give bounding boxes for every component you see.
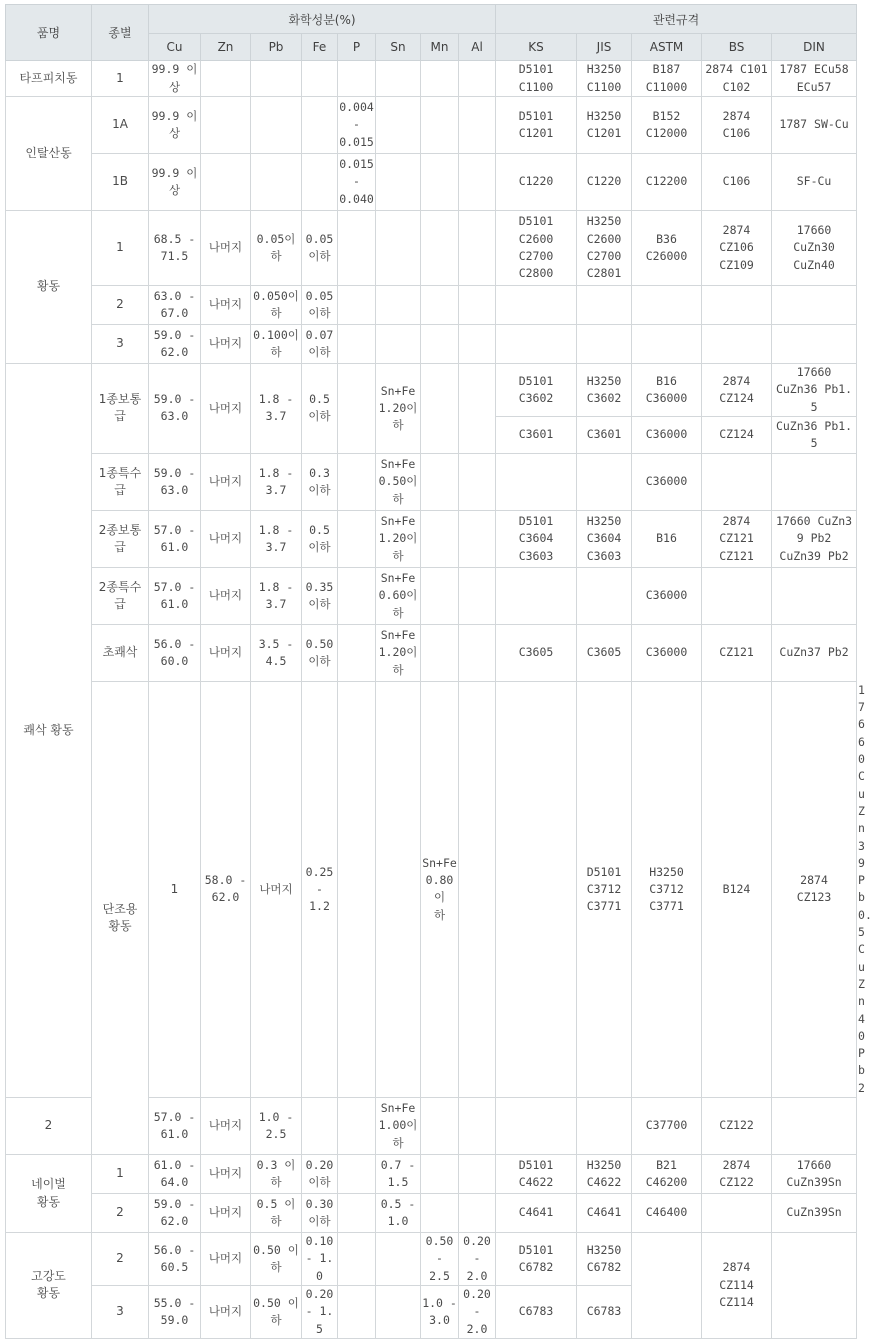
value-cell [496,567,577,624]
value-cell [201,154,251,211]
value-cell [577,286,632,325]
value-cell [772,325,857,364]
value-cell [421,453,459,510]
value-cell [302,97,338,154]
value-cell [496,1098,577,1155]
value-cell: 나머지 [201,624,251,681]
value-cell [577,1098,632,1155]
value-cell [376,97,421,154]
value-cell: D5101 C1100 [496,61,577,97]
value-cell: 나머지 [201,364,251,454]
value-cell [632,1233,702,1339]
value-cell: 나머지 [201,1155,251,1194]
value-cell: 1.8 - 3.7 [251,510,302,567]
header-row-top [6,5,857,34]
table-row [6,154,857,211]
product-name-cell: 고강도 황동 [6,1233,92,1339]
header-grade: 종별 [92,5,149,61]
value-cell: 56.0 - 60.5 [149,1233,201,1286]
value-cell: B187 C11000 [632,61,702,97]
value-cell [421,211,459,286]
value-cell: 2874 CZ114 CZ114 [702,1233,772,1339]
grade-cell: 2 [92,1194,149,1233]
value-cell: 0.05이 하 [251,211,302,286]
value-cell [201,97,251,154]
value-cell [376,681,421,1097]
value-cell: D5101 C3602 [496,364,577,417]
value-cell [496,453,577,510]
value-cell: CZ124 [702,416,772,453]
value-cell: 57.0 - 61.0 [149,510,201,567]
value-cell [421,61,459,97]
grade-cell: 1 [149,681,201,1097]
value-cell [421,510,459,567]
value-cell: H3250 C3604 C3603 [577,510,632,567]
value-cell [338,1098,376,1155]
header-element-al: Al [459,34,496,61]
header-spec-ks: KS [496,34,577,61]
value-cell [376,1233,421,1286]
value-cell [421,624,459,681]
product-name-cell: 인탈산동 [6,97,92,211]
value-cell [338,624,376,681]
grade-cell: 1 [92,211,149,286]
value-cell: C12200 [632,154,702,211]
value-cell: C4641 [577,1194,632,1233]
value-cell [772,286,857,325]
value-cell [376,325,421,364]
value-cell [376,1285,421,1338]
value-cell: C3605 [577,624,632,681]
value-cell [702,567,772,624]
value-cell [702,1194,772,1233]
value-cell: 61.0 - 64.0 [149,1155,201,1194]
value-cell [459,286,496,325]
value-cell: Sn+Fe 1.20이 하 [376,364,421,454]
header-chemical-composition: 화학성분(%) [149,5,496,34]
value-cell: 2874 CZ121 CZ121 [702,510,772,567]
value-cell: H3250 C1100 [577,61,632,97]
value-cell [577,453,632,510]
value-cell: 0.07 이하 [302,325,338,364]
value-cell [421,154,459,211]
grade-cell: 3 [92,1285,149,1338]
value-cell: 0.10 - 1.0 [302,1233,338,1286]
table-row [6,325,857,364]
table-row [6,510,857,567]
grade-cell: 3 [92,325,149,364]
table-row: 단조용 황동 1 58.0 - 62.0 나머지 0.25 - 1.2 Sn+Fe 0.80이 하 D5101 C3712 C3771 H3250 C3712 C3771 B124 2874 CZ123 17660 CuZn39 Pb0.5 CuZn40 Pb2 [6,681,857,1097]
value-cell: 0.3 이하 [302,453,338,510]
value-cell: SF-Cu [772,154,857,211]
value-cell: 59.0 - 62.0 [149,1194,201,1233]
value-cell: 57.0 - 61.0 [149,567,201,624]
value-cell [302,61,338,97]
value-cell [459,61,496,97]
value-cell: C3601 [577,416,632,453]
value-cell: C37700 [632,1098,702,1155]
value-cell [496,286,577,325]
value-cell: 1787 ECu58 ECu57 [772,61,857,97]
value-cell: 68.5 - 71.5 [149,211,201,286]
value-cell: 0.3 이하 [251,1155,302,1194]
value-cell [338,681,376,1097]
value-cell: 59.0 - 62.0 [149,325,201,364]
copper-alloy-spec-table [5,4,872,1339]
value-cell [772,1233,857,1339]
value-cell: H3250 C3712 C3771 [632,681,702,1097]
value-cell: 1.8 - 3.7 [251,453,302,510]
value-cell: 나머지 [201,211,251,286]
value-cell [459,1098,496,1155]
value-cell: 0.50 이 하 [251,1285,302,1338]
header-element-pb: Pb [251,34,302,61]
value-cell: C1220 [577,154,632,211]
value-cell [632,286,702,325]
table-body [6,61,872,1339]
value-cell: 나머지 [201,1098,251,1155]
value-cell [459,681,496,1097]
value-cell: D5101 C4622 [496,1155,577,1194]
value-cell: B16 C36000 [632,364,702,417]
value-cell: 0.50 이 하 [251,1233,302,1286]
value-cell: 55.0 - 59.0 [149,1285,201,1338]
grade-cell: 1 [92,1155,149,1194]
value-cell: 나머지 [201,510,251,567]
value-cell: 나머지 [201,1194,251,1233]
value-cell: CuZn36 Pb1.5 [772,416,857,453]
product-name-cell: 쾌삭 황동 [6,364,92,1098]
value-cell [459,624,496,681]
value-cell: 0.30 이하 [302,1194,338,1233]
value-cell [496,325,577,364]
value-cell: H3250 C6782 [577,1233,632,1286]
product-name-cell: 단조용 황동 [92,681,149,1154]
value-cell [772,1098,857,1155]
header-element-zn: Zn [201,34,251,61]
value-cell: 나머지 [201,1233,251,1286]
product-name-cell: 타프피치동 [6,61,92,97]
value-cell: B21 C46200 [632,1155,702,1194]
value-cell: 1.8 - 3.7 [251,364,302,454]
value-cell: CZ122 [702,1098,772,1155]
value-cell: C6783 [577,1285,632,1338]
value-cell: 0.05 이하 [302,286,338,325]
value-cell: C106 [702,154,772,211]
value-cell [251,97,302,154]
value-cell: C3605 [496,624,577,681]
value-cell [338,1233,376,1286]
value-cell [496,681,577,1097]
value-cell [338,567,376,624]
table-header [6,5,857,61]
header-element-mn: Mn [421,34,459,61]
value-cell [459,1155,496,1194]
value-cell: CuZn37 Pb2 [772,624,857,681]
value-cell: D5101 C1201 [496,97,577,154]
value-cell: 2874 C106 [702,97,772,154]
value-cell [338,211,376,286]
value-cell [338,510,376,567]
value-cell: C36000 [632,416,702,453]
value-cell [302,154,338,211]
grade-cell: 초쾌삭 [92,624,149,681]
value-cell [376,286,421,325]
value-cell [772,453,857,510]
value-cell [421,325,459,364]
header-spec-bs: BS [702,34,772,61]
value-cell: 1.8 - 3.7 [251,567,302,624]
value-cell [772,567,857,624]
value-cell: 17660 CuZn30 CuZn40 [772,211,857,286]
value-cell: 3.5 - 4.5 [251,624,302,681]
value-cell [338,325,376,364]
value-cell: D5101 C2600 C2700 C2800 [496,211,577,286]
value-cell: C46400 [632,1194,702,1233]
value-cell: 0.20- 2.0 [459,1233,496,1286]
value-cell [421,97,459,154]
value-cell: 99.9 이 상 [149,154,201,211]
product-name-cell: 네이벌 황동 [6,1155,92,1233]
alloy-table-container [5,4,872,1339]
value-cell: 0.050이 하 [251,286,302,325]
header-spec-jis: JIS [577,34,632,61]
value-cell: 나머지 [201,286,251,325]
value-cell: 나머지 [201,453,251,510]
table-row [6,61,857,97]
value-cell: 63.0 - 67.0 [149,286,201,325]
value-cell [338,1155,376,1194]
product-name-cell: 황동 [6,211,92,364]
value-cell: 0.50 이하 [302,624,338,681]
header-spec-astm: ASTM [632,34,702,61]
value-cell [376,61,421,97]
header-element-sn: Sn [376,34,421,61]
value-cell [201,61,251,97]
grade-cell: 2 [92,286,149,325]
value-cell [421,1194,459,1233]
value-cell [702,286,772,325]
value-cell [421,1155,459,1194]
grade-cell: 2 [92,1233,149,1286]
value-cell [302,1098,338,1155]
value-cell: 17660 CuZn3 9 Pb2 CuZn39 Pb2 [772,510,857,567]
value-cell: 2874 C101 C102 [702,61,772,97]
table-row [6,1194,857,1233]
value-cell: 59.0 - 63.0 [149,364,201,454]
value-cell: H3250 C2600 C2700 C2801 [577,211,632,286]
header-element-cu: Cu [149,34,201,61]
value-cell: 나머지 [201,325,251,364]
grade-cell: 2종보통 급 [92,510,149,567]
value-cell [338,364,376,454]
value-cell: D5101 C6782 [496,1233,577,1286]
value-cell: 0.004 - 0.015 [338,97,376,154]
value-cell [251,61,302,97]
table-row [6,211,857,286]
value-cell: 나머지 [201,1285,251,1338]
value-cell: 0.100이 하 [251,325,302,364]
value-cell: 2874 CZ122 [702,1155,772,1194]
value-cell: 0.015 - 0.040 [338,154,376,211]
value-cell [338,61,376,97]
value-cell [459,1194,496,1233]
value-cell: D5101 C3712 C3771 [577,681,632,1097]
value-cell: H3250 C4622 [577,1155,632,1194]
value-cell [376,211,421,286]
table-row [6,567,857,624]
value-cell [251,154,302,211]
value-cell: 0.20 - 1.5 [302,1285,338,1338]
value-cell [577,567,632,624]
value-cell [632,325,702,364]
value-cell: B152 C12000 [632,97,702,154]
value-cell: C3601 [496,416,577,453]
value-cell: 0.05 이하 [302,211,338,286]
value-cell: C36000 [632,453,702,510]
value-cell: Sn+Fe 1.00이 하 [376,1098,421,1155]
value-cell: H3250 C1201 [577,97,632,154]
value-cell: 99.9 이 상 [149,97,201,154]
value-cell: 56.0 - 60.0 [149,624,201,681]
value-cell: Sn+Fe 0.80이 하 [421,681,459,1097]
value-cell [459,325,496,364]
value-cell: CuZn39Sn [772,1194,857,1233]
table-row [6,97,857,154]
table-row [6,453,857,510]
grade-cell: 1B [92,154,149,211]
value-cell: 나머지 [201,567,251,624]
grade-cell: 2 [6,1098,92,1155]
value-cell: D5101 C3604 C3603 [496,510,577,567]
value-cell: 0.5 이하 [302,364,338,454]
value-cell: Sn+Fe 0.50이 하 [376,453,421,510]
value-cell: 58.0 - 62.0 [201,681,251,1097]
table-row [6,1233,857,1286]
value-cell: Sn+Fe 1.20이 하 [376,510,421,567]
grade-cell: 1A [92,97,149,154]
header-spec-din: DIN [772,34,857,61]
value-cell: C36000 [632,624,702,681]
header-related-standards: 관련규격 [496,5,857,34]
value-cell [421,364,459,454]
value-cell: 99.9 이 상 [149,61,201,97]
value-cell [459,567,496,624]
value-cell [338,1194,376,1233]
value-cell [459,154,496,211]
value-cell [459,453,496,510]
header-element-fe: Fe [302,34,338,61]
table-row [6,286,857,325]
value-cell: 2874 CZ124 [702,364,772,417]
value-cell: 59.0 - 63.0 [149,453,201,510]
value-cell: 57.0 - 61.0 [149,1098,201,1155]
grade-cell: 1종보통 급 [92,364,149,454]
value-cell: 0.7 - 1.5 [376,1155,421,1194]
value-cell: 1.0 - 2.5 [251,1098,302,1155]
value-cell: 0.20 이하 [302,1155,338,1194]
value-cell: B16 [632,510,702,567]
value-cell: C6783 [496,1285,577,1338]
value-cell [702,453,772,510]
value-cell [338,1285,376,1338]
table-row [6,624,857,681]
value-cell: CZ121 [702,624,772,681]
value-cell: 17660 CuZn36 Pb1.5 [772,364,857,417]
value-cell: C1220 [496,154,577,211]
header-element-p: P [338,34,376,61]
value-cell: 0.50 - 2.5 [421,1233,459,1286]
table-row [6,364,857,417]
value-cell: C36000 [632,567,702,624]
grade-cell: 1 [92,61,149,97]
value-cell [338,453,376,510]
value-cell: B36 C26000 [632,211,702,286]
value-cell [459,364,496,454]
value-cell [421,286,459,325]
grade-cell: 1종특수 급 [92,453,149,510]
value-cell [338,286,376,325]
value-cell [421,1098,459,1155]
value-cell [577,325,632,364]
value-cell: B124 [702,681,772,1097]
value-cell: 17660 CuZn39Sn [772,1155,857,1194]
value-cell [376,154,421,211]
value-cell: H3250 C3602 [577,364,632,417]
value-cell: 0.5 이하 [302,510,338,567]
value-cell: Sn+Fe 1.20이 하 [376,624,421,681]
value-cell [421,567,459,624]
value-cell [459,211,496,286]
table-row [6,1155,857,1194]
value-cell: 2874 CZ123 [772,681,857,1097]
value-cell: 0.20- 2.0 [459,1285,496,1338]
value-cell [459,510,496,567]
header-product: 품명 [6,5,92,61]
value-cell: 나머지 [251,681,302,1097]
value-cell: 1.0 - 3.0 [421,1285,459,1338]
value-cell: 0.35 이하 [302,567,338,624]
grade-cell: 2종특수 급 [92,567,149,624]
value-cell: Sn+Fe 0.60이 하 [376,567,421,624]
value-cell: 2874 CZ106 CZ109 [702,211,772,286]
value-cell: C4641 [496,1194,577,1233]
value-cell [459,97,496,154]
value-cell: 0.25 - 1.2 [302,681,338,1097]
value-cell: 0.5 - 1.0 [376,1194,421,1233]
value-cell: 0.5 이하 [251,1194,302,1233]
value-cell [702,325,772,364]
value-cell: 1787 SW-Cu [772,97,857,154]
